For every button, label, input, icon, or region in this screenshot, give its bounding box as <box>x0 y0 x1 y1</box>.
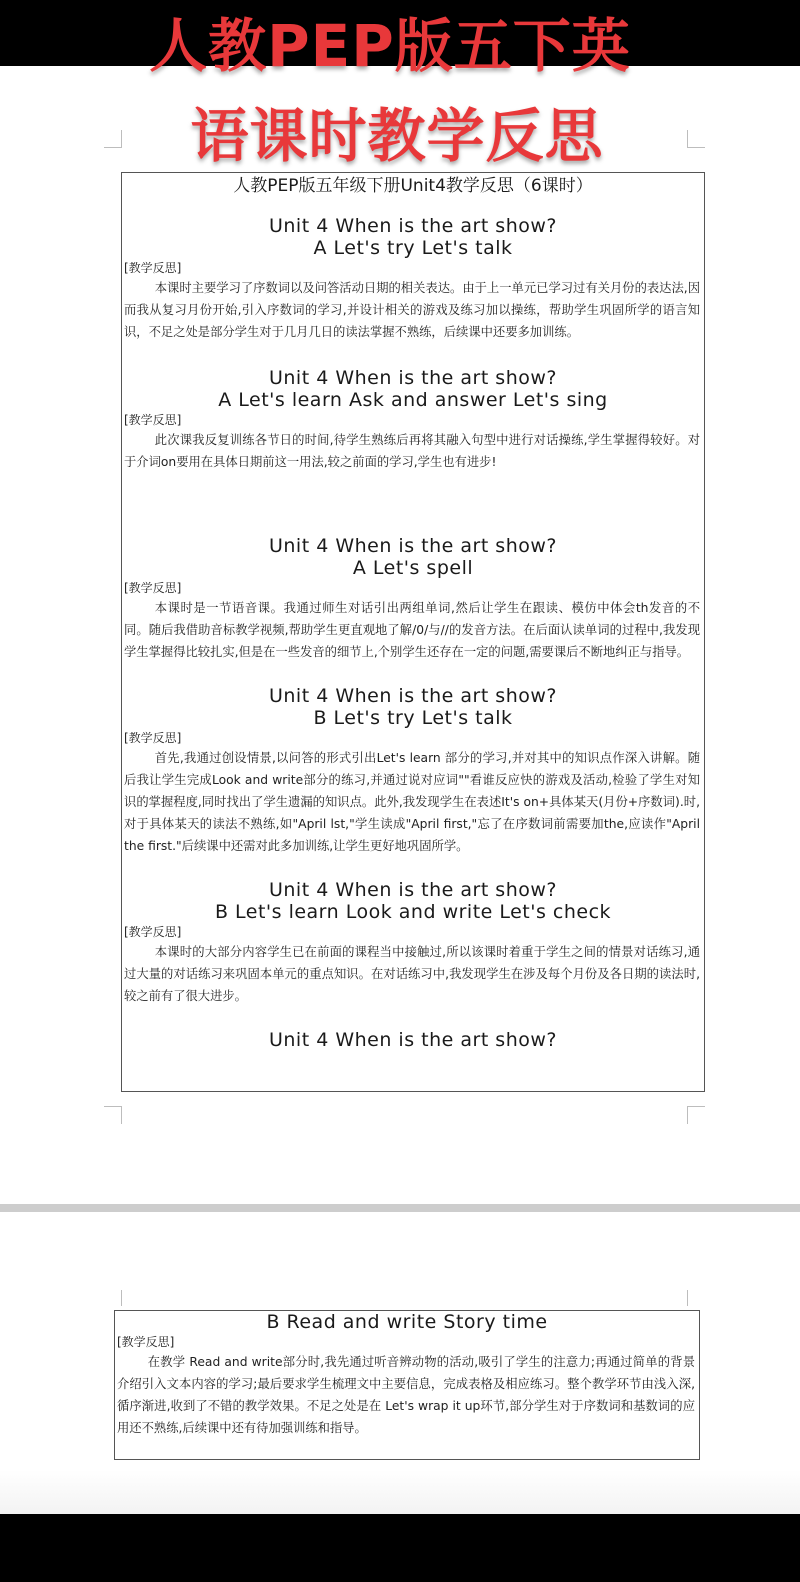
unit-title: Unit 4 When is the art show? <box>268 685 557 707</box>
reflection-tag: [教学反思] <box>117 1335 175 1349</box>
reflection-tag: [教学反思] <box>124 925 182 939</box>
reflection-paragraph: 本课时主要学习了序数词以及问答活动日期的相关表达。由于上一单元已学习过有关月份的表达法,因而我从复习月份开始,引入序数词的学习,并设计相关的游戏及练习加以操练，帮助学生巩固所学的语言知识，不足之处是部分学生对于几月几日的读法掌握不熟练，后续课中还要多加训练。 <box>124 281 700 339</box>
lesson-section-2 <box>122 367 704 473</box>
page-separator <box>0 1204 800 1212</box>
crop-mark-bottom-left <box>104 1106 122 1124</box>
crop-mark-page2-right <box>687 1290 705 1306</box>
unit-title: Unit 4 When is the art show? <box>268 535 557 557</box>
reflection-paragraph: 此次课我反复训练各节日的时间,待学生熟练后再将其融入句型中进行对话操练,学生掌握得较好。对于介词on要用在具体日期前这一用法,较之前面的学习,学生也有进步! <box>124 433 700 469</box>
lesson-title: A Let's learn Ask and answer Let's sing <box>218 389 608 411</box>
reflection-paragraph: 本课时的大部分内容学生已在前面的课程当中接触过,所以该课时着重于学生之间的情景对话练习,通过大量的对话练习来巩固本单元的重点知识。在对话练习中,我发现学生在涉及每个月份及各日期的读法时,较之前有了很大进步。 <box>124 945 700 1003</box>
lesson-title: B Read and write Story time <box>266 1311 548 1333</box>
document-page-1-text-box <box>121 172 705 1092</box>
unit-title: Unit 4 When is the art show? <box>268 879 557 901</box>
crop-mark-bottom-right <box>687 1106 705 1124</box>
lesson-section-6 <box>122 1029 704 1051</box>
document-main-title: 人教PEP版五年级下册Unit4教学反思（6课时） <box>233 176 593 196</box>
reflection-paragraph: 首先,我通过创设情景,以问答的形式引出Let's learn 部分的学习,并对其中的知识点作深入讲解。随后我让学生完成Look and write部分的练习,并通过说对应词""看谁反应快的游戏及活动,检验了学生对知识的掌握程度,同时找出了学生遗漏的知识点。此外,我发现学生在表述It's on+具体某天(月份+序数词).时,对于具体某天的读法不熟练,如"April lst,"学生读成"April first,"忘了在序数词前需要加the,应读作"April the first."后续课中还需对此多加训练,让学生更好地巩固所学。 <box>124 751 700 853</box>
bottom-fade <box>0 1470 800 1514</box>
lesson-section-4 <box>122 685 704 857</box>
lesson-section-1 <box>122 215 704 343</box>
reflection-tag: [教学反思] <box>124 581 182 595</box>
lesson-title: B Let's try Let's talk <box>313 707 513 729</box>
unit-title: Unit 4 When is the art show? <box>268 215 557 237</box>
document-page-2-text-box <box>114 1310 700 1460</box>
bottom-black-band <box>0 1514 800 1582</box>
crop-mark-page2-left <box>104 1290 122 1306</box>
reflection-tag: [教学反思] <box>124 261 182 275</box>
lesson-title: B Let's learn Look and write Let's check <box>214 901 612 923</box>
unit-title: Unit 4 When is the art show? <box>268 367 557 389</box>
reflection-paragraph: 本课时是一节语音课。我通过师生对话引出两组单词,然后让学生在跟读、模仿中体会th发音的不同。随后我借助音标教学视频,帮助学生更直观地了解/0/与//的发音方法。在后面认读单词的过程中,我发现学生掌握得比较扎实,但是在一些发音的细节上,个别学生还存在一定的问题,需要课后不断地纠正与指导。 <box>124 601 700 659</box>
lesson-section-5 <box>122 879 704 1007</box>
lesson-section-3 <box>122 535 704 663</box>
reflection-paragraph: 在教学 Read and write部分时,我先通过听音辨动物的活动,吸引了学生的注意力;再通过简单的背景介绍引入文本内容的学习;最后要求学生梳理文中主要信息，完成表格及相应练习。整个教学环节由浅入深,循序渐进,收到了不错的教学效果。不足之处是在 Let's wrap it up环节,部分学生对于序数词和基数词的应用还不熟练,后续课中还有待加强训练和指导。 <box>117 1355 695 1435</box>
unit-title: Unit 4 When is the art show? <box>268 1029 557 1051</box>
overlay-title-line1: 人教PEP版五下英 <box>149 12 631 80</box>
reflection-tag: [教学反思] <box>124 413 182 427</box>
lesson-title: A Let's try Let's talk <box>313 237 513 259</box>
reflection-tag: [教学反思] <box>124 731 182 745</box>
lesson-title: A Let's spell <box>352 557 474 579</box>
overlay-title-line2: 语课时教学反思 <box>190 102 604 170</box>
